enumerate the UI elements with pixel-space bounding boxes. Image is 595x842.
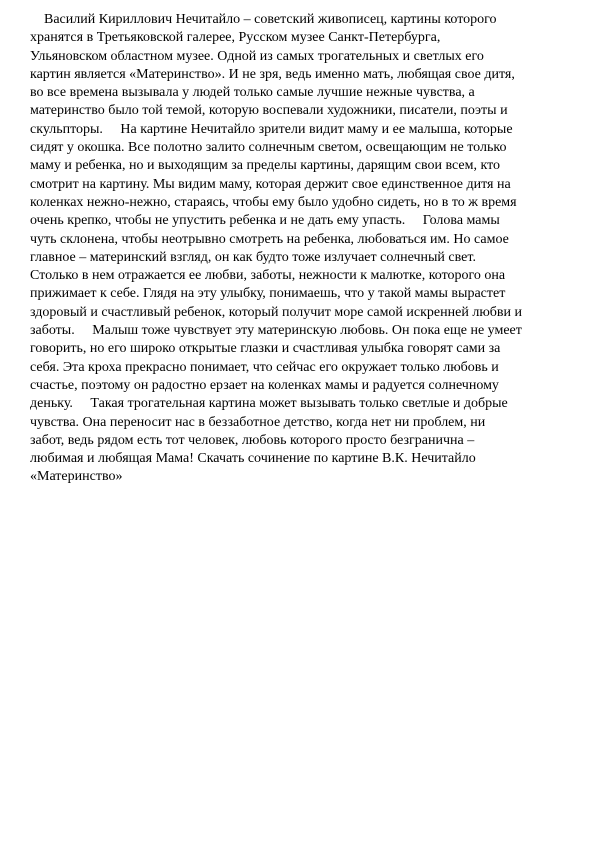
text-line: Ульяновском областном музее. Одной из самых трогательных и светлых его	[30, 48, 484, 64]
text-line: маму и ребенка, но и выходящим за пределы картины, дарящим свои всем, кто	[30, 158, 501, 174]
text-line: счастье, поэтому он радостно ерзает на коленках мамы и радуется солнечному	[30, 377, 499, 393]
text-line: картин является «Материнство». И не зря, ведь именно мать, любящая свое дитя,	[30, 66, 515, 82]
text-line: сидят у окошка. Все полотно залито солнечным светом, освещающим не только	[30, 140, 507, 156]
text-line: Столько в нем отражается ее любви, заботы, нежности к малютке, которого она	[30, 268, 506, 284]
essay-text	[30, 11, 575, 487]
text-line: чуть склонена, чтобы неотрывно смотреть на ребенка, любоваться им. Но самое	[30, 231, 509, 247]
text-line: коленках нежно-нежно, стараясь, чтобы ему было удобно сидеть, но в то ж время	[30, 194, 517, 210]
text-line: здоровый и счастливый ребенок, который получит море самой искренней любви и	[30, 304, 523, 320]
text-line: смотрит на картину. Мы видим маму, которая держит свое единственное дитя на	[30, 176, 511, 192]
text-line: деньку. Такая трогательная картина может вызывать только светлые и добрые	[30, 396, 508, 412]
text-line: главное – материнский взгляд, он как будто тоже излучает солнечный свет.	[30, 249, 476, 265]
text-line: скульпторы. На картине Нечитайло зрители видит маму и ее малыша, которые	[30, 121, 513, 137]
text-line: очень крепко, чтобы не упустить ребенка и не дать ему упасть. Голова мамы	[30, 213, 500, 229]
text-line: во все времена вызывала у людей только самые лучшие нежные чувства, а	[30, 85, 475, 101]
text-line: заботы. Малыш тоже чувствует эту материнскую любовь. Он пока еще не умеет	[30, 323, 522, 339]
text-line: забот, ведь рядом есть тот человек, любовь которого просто безгранична –	[30, 432, 475, 448]
text-line: говорить, но его широко открытые глазки и счастливая улыбка говорят сами за	[30, 341, 501, 357]
text-line: Василий Кириллович Нечитайло – советский живописец, картины которого	[30, 12, 497, 27]
text-line: «Материнство»	[30, 469, 123, 485]
text-line: хранятся в Третьяковской галерее, Русском музее Санкт-Петербурга,	[30, 30, 441, 46]
text-line: чувства. Она переносит нас в беззаботное детство, когда нет ни проблем, ни	[30, 414, 486, 430]
text-line: материнство было той темой, которую воспевали художники, писатели, поэты и	[30, 103, 508, 119]
text-line: прижимает к себе. Глядя на эту улыбку, понимаешь, что у такой мамы вырастет	[30, 286, 506, 302]
text-line: любимая и любящая Мама! Скачать сочинение по картине В.К. Нечитайло	[30, 451, 476, 467]
text-line: себя. Эта кроха прекрасно понимает, что сейчас его окружает только любовь и	[30, 359, 499, 375]
